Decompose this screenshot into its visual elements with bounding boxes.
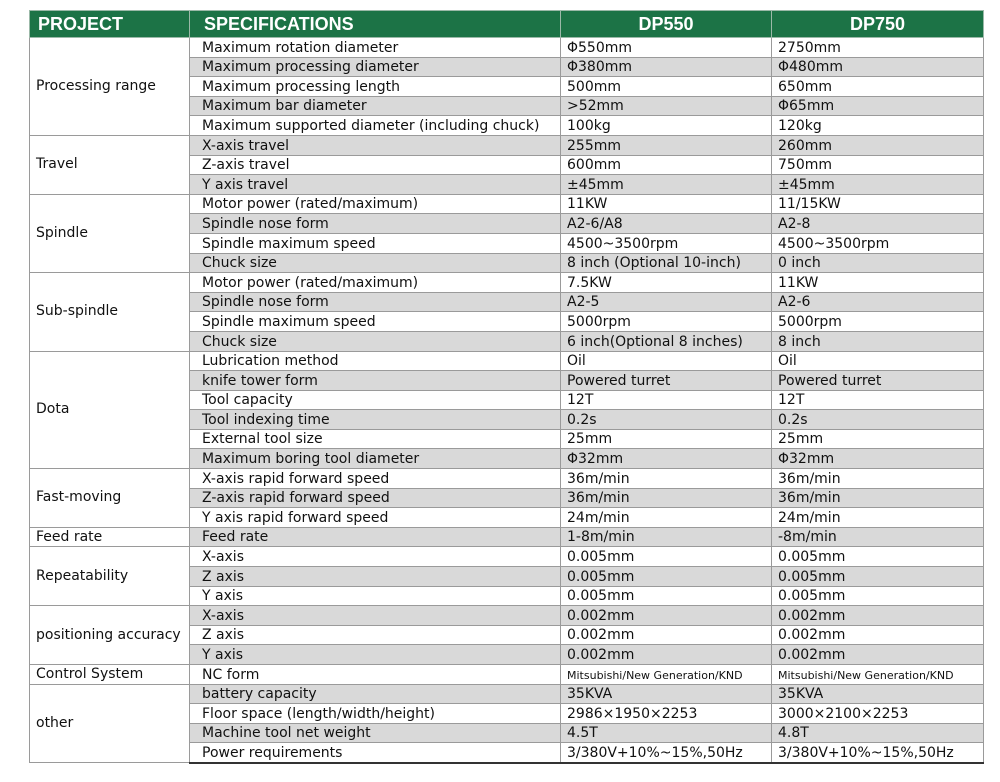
dp550-value: Φ550mm bbox=[561, 38, 772, 58]
table-row bbox=[30, 273, 984, 293]
dp750-value: 12T bbox=[772, 390, 984, 410]
spec-name: battery capacity bbox=[190, 684, 561, 704]
dp750-value: 11/15KW bbox=[772, 194, 984, 214]
spec-name: Spindle nose form bbox=[190, 292, 561, 312]
spec-name: Y axis rapid forward speed bbox=[190, 508, 561, 528]
spec-name: Tool indexing time bbox=[190, 410, 561, 430]
spec-name: X-axis bbox=[190, 606, 561, 626]
dp750-value: 650mm bbox=[772, 77, 984, 97]
dp550-value: 4500~3500rpm bbox=[561, 233, 772, 253]
spec-name: Z axis bbox=[190, 625, 561, 645]
dp550-value: 35KVA bbox=[561, 684, 772, 704]
spec-name: Maximum boring tool diameter bbox=[190, 449, 561, 469]
dp550-value: Φ32mm bbox=[561, 449, 772, 469]
dp550-value: 11KW bbox=[561, 194, 772, 214]
dp750-value: 120kg bbox=[772, 116, 984, 136]
dp550-value: Mitsubishi/New Generation/KND bbox=[561, 665, 772, 685]
project-header: PROJECT bbox=[30, 11, 190, 38]
spec-name: External tool size bbox=[190, 429, 561, 449]
dp550-value: 12T bbox=[561, 390, 772, 410]
dp550-value: 0.005mm bbox=[561, 567, 772, 587]
model-dp750-header: DP750 bbox=[772, 11, 984, 38]
dp550-value: Φ380mm bbox=[561, 57, 772, 77]
table-header bbox=[30, 11, 984, 38]
dp750-value: 4.8T bbox=[772, 723, 984, 743]
table-row bbox=[30, 38, 984, 58]
dp750-value: 5000rpm bbox=[772, 312, 984, 332]
dp550-value: >52mm bbox=[561, 96, 772, 116]
dp550-value: 7.5KW bbox=[561, 273, 772, 293]
spec-name: Maximum rotation diameter bbox=[190, 38, 561, 58]
specification-table bbox=[29, 10, 984, 764]
dp750-value: 0.002mm bbox=[772, 645, 984, 665]
table-row bbox=[30, 665, 984, 685]
dp750-value: 3000×2100×2253 bbox=[772, 704, 984, 724]
spec-name: knife tower form bbox=[190, 371, 561, 391]
dp550-value: 0.005mm bbox=[561, 586, 772, 606]
group-label: Feed rate bbox=[30, 527, 190, 547]
spec-name: NC form bbox=[190, 665, 561, 685]
dp750-value: Powered turret bbox=[772, 371, 984, 391]
dp750-value: 8 inch bbox=[772, 331, 984, 351]
table-row bbox=[30, 351, 984, 371]
table-row bbox=[30, 547, 984, 567]
table-row bbox=[30, 527, 984, 547]
dp550-value: 100kg bbox=[561, 116, 772, 136]
dp550-value: Powered turret bbox=[561, 371, 772, 391]
dp550-value: 36m/min bbox=[561, 488, 772, 508]
spec-name: Maximum processing length bbox=[190, 77, 561, 97]
dp550-value: 1-8m/min bbox=[561, 527, 772, 547]
dp750-value: 0.2s bbox=[772, 410, 984, 430]
dp750-value: 2750mm bbox=[772, 38, 984, 58]
dp750-value: 35KVA bbox=[772, 684, 984, 704]
dp750-value: 25mm bbox=[772, 429, 984, 449]
dp750-value: Φ480mm bbox=[772, 57, 984, 77]
table-body bbox=[30, 38, 984, 763]
spec-name: Z-axis rapid forward speed bbox=[190, 488, 561, 508]
group-label: positioning accuracy bbox=[30, 606, 190, 665]
spec-name: Power requirements bbox=[190, 743, 561, 763]
dp550-value: 0.2s bbox=[561, 410, 772, 430]
header-row bbox=[30, 11, 984, 38]
group-label: other bbox=[30, 684, 190, 763]
dp550-value: 255mm bbox=[561, 135, 772, 155]
dp750-value: A2-8 bbox=[772, 214, 984, 234]
specifications-header: SPECIFICATIONS bbox=[190, 11, 561, 38]
dp750-value: 260mm bbox=[772, 135, 984, 155]
dp550-value: 0.002mm bbox=[561, 606, 772, 626]
spec-name: Chuck size bbox=[190, 253, 561, 273]
dp550-value: A2-5 bbox=[561, 292, 772, 312]
spec-name: Spindle maximum speed bbox=[190, 312, 561, 332]
dp550-value: Oil bbox=[561, 351, 772, 371]
spec-name: Machine tool net weight bbox=[190, 723, 561, 743]
dp750-value: 11KW bbox=[772, 273, 984, 293]
spec-name: Feed rate bbox=[190, 527, 561, 547]
dp550-value: 0.002mm bbox=[561, 625, 772, 645]
table-row bbox=[30, 194, 984, 214]
spec-name: Maximum processing diameter bbox=[190, 57, 561, 77]
dp750-value: Φ65mm bbox=[772, 96, 984, 116]
dp750-value: 0.005mm bbox=[772, 567, 984, 587]
table-row bbox=[30, 135, 984, 155]
dp750-value: Oil bbox=[772, 351, 984, 371]
spec-name: Maximum supported diameter (including chuck) bbox=[190, 116, 561, 136]
dp550-value: 6 inch(Optional 8 inches) bbox=[561, 331, 772, 351]
dp550-value: 3/380V+10%~15%,50Hz bbox=[561, 743, 772, 763]
dp550-value: 8 inch (Optional 10-inch) bbox=[561, 253, 772, 273]
dp750-value: 3/380V+10%~15%,50Hz bbox=[772, 743, 984, 763]
dp550-value: 36m/min bbox=[561, 469, 772, 489]
dp750-value: 0.002mm bbox=[772, 606, 984, 626]
spec-name: Y axis bbox=[190, 586, 561, 606]
group-label: Spindle bbox=[30, 194, 190, 272]
dp750-value: 0 inch bbox=[772, 253, 984, 273]
dp750-value: 0.002mm bbox=[772, 625, 984, 645]
dp550-value: 2986×1950×2253 bbox=[561, 704, 772, 724]
dp750-value: 36m/min bbox=[772, 488, 984, 508]
spec-name: Y axis bbox=[190, 645, 561, 665]
dp750-value: Mitsubishi/New Generation/KND bbox=[772, 665, 984, 685]
spec-name: X-axis rapid forward speed bbox=[190, 469, 561, 489]
model-dp550-header: DP550 bbox=[561, 11, 772, 38]
spec-name: Z-axis travel bbox=[190, 155, 561, 175]
dp750-value: Φ32mm bbox=[772, 449, 984, 469]
spec-name: Z axis bbox=[190, 567, 561, 587]
dp550-value: 600mm bbox=[561, 155, 772, 175]
table-row bbox=[30, 606, 984, 626]
spec-name: Tool capacity bbox=[190, 390, 561, 410]
spec-name: X-axis travel bbox=[190, 135, 561, 155]
dp750-value: 4500~3500rpm bbox=[772, 233, 984, 253]
spec-name: Maximum bar diameter bbox=[190, 96, 561, 116]
table-row bbox=[30, 469, 984, 489]
spec-name: Motor power (rated/maximum) bbox=[190, 194, 561, 214]
dp550-value: 4.5T bbox=[561, 723, 772, 743]
dp550-value: ±45mm bbox=[561, 175, 772, 195]
dp550-value: 5000rpm bbox=[561, 312, 772, 332]
group-label: Travel bbox=[30, 135, 190, 194]
dp750-value: 0.005mm bbox=[772, 586, 984, 606]
group-label: Control System bbox=[30, 665, 190, 685]
dp750-value: -8m/min bbox=[772, 527, 984, 547]
spec-name: Floor space (length/width/height) bbox=[190, 704, 561, 724]
dp750-value: A2-6 bbox=[772, 292, 984, 312]
dp550-value: 25mm bbox=[561, 429, 772, 449]
group-label: Sub-spindle bbox=[30, 273, 190, 351]
dp550-value: 500mm bbox=[561, 77, 772, 97]
dp750-value: 750mm bbox=[772, 155, 984, 175]
spec-name: X-axis bbox=[190, 547, 561, 567]
dp550-value: A2-6/A8 bbox=[561, 214, 772, 234]
table-row bbox=[30, 684, 984, 704]
dp550-value: 0.002mm bbox=[561, 645, 772, 665]
dp750-value: 36m/min bbox=[772, 469, 984, 489]
spec-name: Motor power (rated/maximum) bbox=[190, 273, 561, 293]
group-label: Fast-moving bbox=[30, 469, 190, 528]
dp550-value: 24m/min bbox=[561, 508, 772, 528]
spec-name: Spindle maximum speed bbox=[190, 233, 561, 253]
dp550-value: 0.005mm bbox=[561, 547, 772, 567]
group-label: Repeatability bbox=[30, 547, 190, 606]
group-label: Dota bbox=[30, 351, 190, 469]
spec-name: Y axis travel bbox=[190, 175, 561, 195]
spec-name: Spindle nose form bbox=[190, 214, 561, 234]
spec-name: Chuck size bbox=[190, 331, 561, 351]
dp750-value: 0.005mm bbox=[772, 547, 984, 567]
dp750-value: ±45mm bbox=[772, 175, 984, 195]
group-label: Processing range bbox=[30, 38, 190, 136]
spec-name: Lubrication method bbox=[190, 351, 561, 371]
dp750-value: 24m/min bbox=[772, 508, 984, 528]
